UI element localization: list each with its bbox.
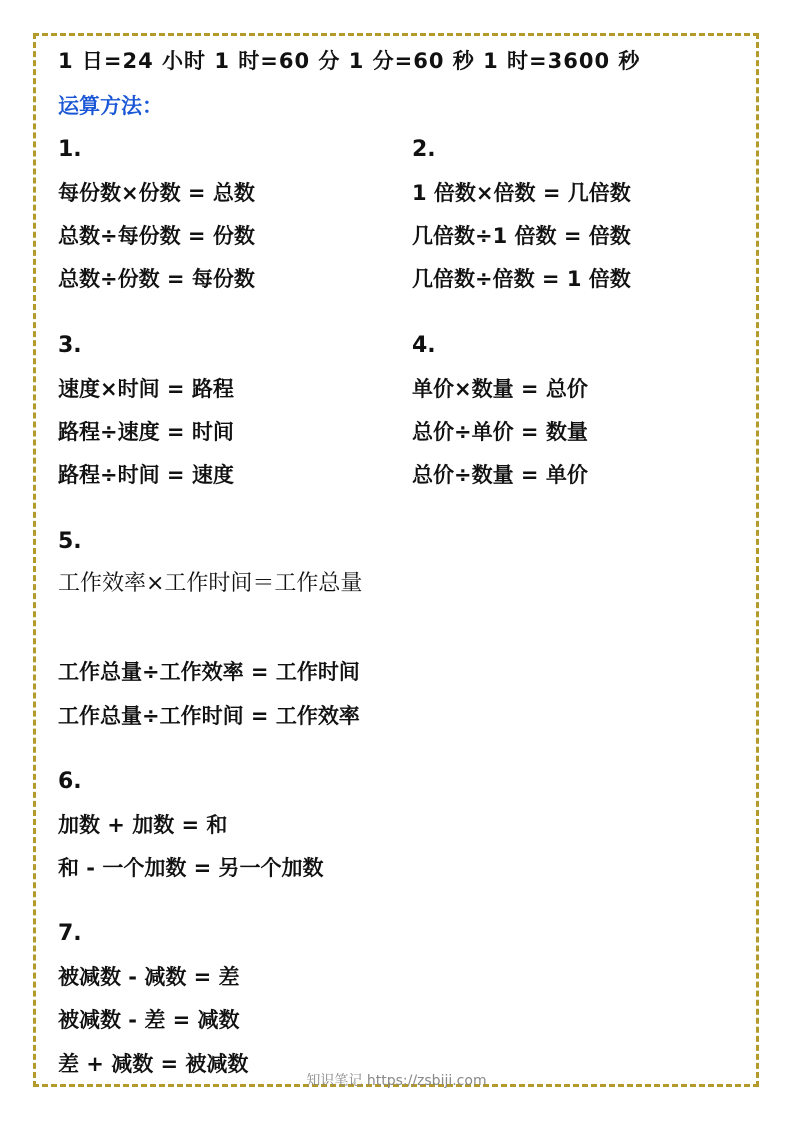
formula-line: 单价×数量 = 总价 xyxy=(412,377,588,401)
formula-line: 路程÷时间 = 速度 xyxy=(58,463,234,487)
section-heading: 运算方法： xyxy=(58,94,163,118)
formula-line: 总数÷每份数 = 份数 xyxy=(58,224,255,248)
formula-line: 路程÷速度 = 时间 xyxy=(58,420,234,444)
section-5-number: 5. xyxy=(58,529,82,554)
section-1-number: 1. xyxy=(58,137,82,162)
formula-line: 几倍数÷倍数 = 1 倍数 xyxy=(412,267,631,291)
formula-line: 工作总量÷工作效率 = 工作时间 xyxy=(58,660,360,684)
section-6-number: 6. xyxy=(58,769,82,794)
formula-line: 被减数 - 差 = 减数 xyxy=(58,1008,240,1032)
formula-line: 速度×时间 = 路程 xyxy=(58,377,234,401)
section-4-number: 4. xyxy=(412,333,436,358)
formula-line: 总价÷数量 = 单价 xyxy=(412,463,588,487)
section-7-number: 7. xyxy=(58,921,82,946)
formula-line: 被减数 - 减数 = 差 xyxy=(58,965,240,989)
formula-line: 工作效率×工作时间＝工作总量 xyxy=(58,571,363,596)
section-2-number: 2. xyxy=(412,137,436,162)
formula-line: 几倍数÷1 倍数 = 倍数 xyxy=(412,224,631,248)
formula-line: 每份数×份数 = 总数 xyxy=(58,181,255,205)
formula-line: 总价÷单价 = 数量 xyxy=(412,420,588,444)
section-3-number: 3. xyxy=(58,333,82,358)
formula-line: 差 + 减数 = 被减数 xyxy=(58,1052,249,1076)
time-conversion-line: 1 日=24 小时 1 时=60 分 1 分=60 秒 1 时=3600 秒 xyxy=(58,49,641,73)
watermark-footer: 知识笔记 https://zsbiji.com xyxy=(306,1073,487,1089)
formula-line: 加数 + 加数 = 和 xyxy=(58,813,228,837)
formula-line: 和 - 一个加数 = 另一个加数 xyxy=(58,856,324,880)
formula-line: 工作总量÷工作时间 = 工作效率 xyxy=(58,704,360,728)
formula-line: 总数÷份数 = 每份数 xyxy=(58,267,255,291)
formula-line: 1 倍数×倍数 = 几倍数 xyxy=(412,181,631,205)
